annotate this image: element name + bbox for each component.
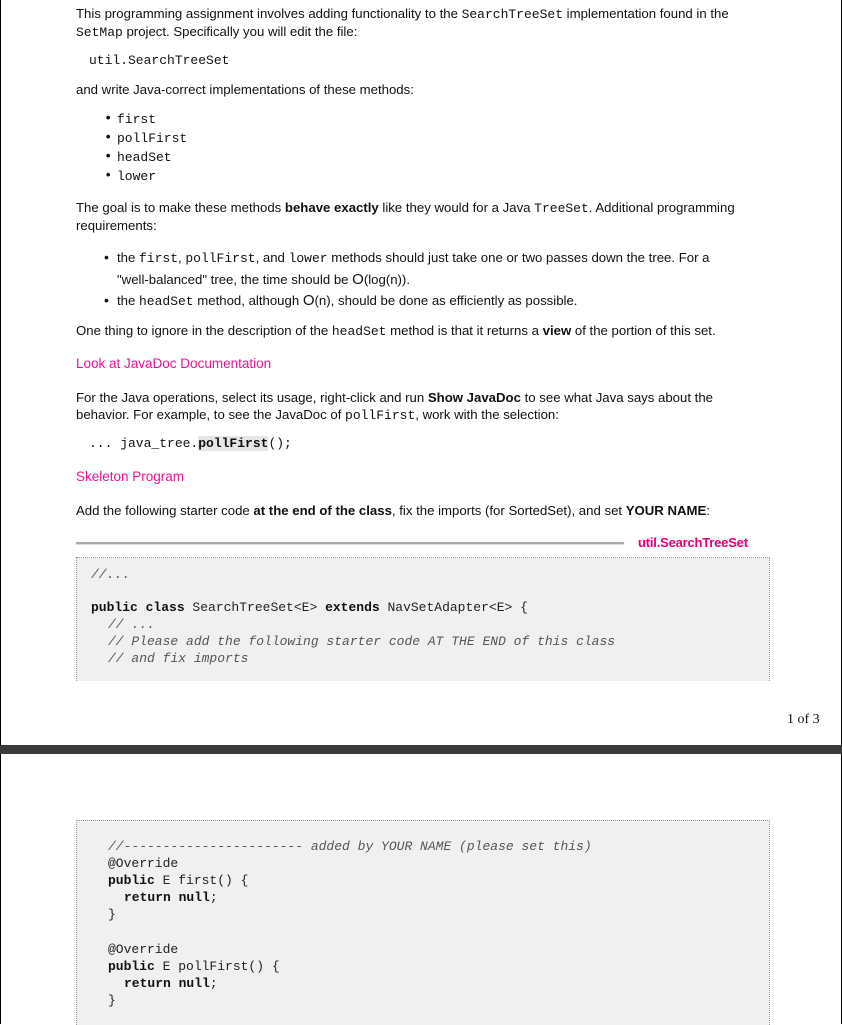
list-item: • the headSet method, although O(n), should be done as efficiently as possible. bbox=[104, 290, 764, 312]
code-line: @Override bbox=[108, 942, 179, 957]
code-treeset: TreeSet bbox=[534, 201, 589, 216]
code-line: // and fix imports bbox=[108, 651, 249, 666]
code-line: public E pollFirst() { bbox=[108, 959, 280, 974]
code-setmap: SetMap bbox=[76, 25, 123, 40]
file-name: util.SearchTreeSet bbox=[89, 53, 230, 68]
code-line: } bbox=[108, 993, 116, 1008]
methods-list bbox=[104, 110, 187, 186]
list-item: • first bbox=[104, 110, 187, 129]
goal-paragraph: The goal is to make these methods behave exactly like they would for a Java TreeSet. Additional programming requirements: bbox=[76, 200, 735, 233]
methods-intro: and write Java-correct implementations of these methods: bbox=[76, 82, 414, 97]
skeleton-paragraph: Add the following starter code at the end of the class, fix the imports (for SortedSet), and set YOUR NAME: bbox=[76, 503, 710, 518]
code-line: public class SearchTreeSet<E> extends NavSetAdapter<E> { bbox=[91, 600, 528, 615]
code-line: public E first() { bbox=[108, 873, 249, 888]
list-item: • pollFirst bbox=[104, 129, 187, 148]
requirements-list bbox=[104, 247, 764, 312]
javadoc-example: ... java_tree.pollFirst(); bbox=[89, 436, 292, 451]
code-line: return null; bbox=[124, 890, 218, 905]
javadoc-paragraph: For the Java operations, select its usage, right-click and run Show JavaDoc to see what Java says about the behavior. For example, to see the JavaDoc of pollFirst, work with the selection: bbox=[76, 390, 714, 423]
page-2 bbox=[0, 754, 842, 1024]
intro-text: project. Specifically you will edit the file: bbox=[122, 24, 358, 39]
code-line: // Please add the following starter code AT THE END of this class bbox=[108, 634, 616, 649]
code-line: @Override bbox=[108, 856, 179, 871]
page-number: 1 of 3 bbox=[787, 712, 820, 727]
code-line: } bbox=[108, 907, 116, 922]
highlighted-selection[interactable]: pollFirst bbox=[198, 436, 269, 451]
code-block-2 bbox=[76, 820, 770, 1025]
bold-text: behave exactly bbox=[284, 200, 379, 215]
page-separator bbox=[0, 745, 842, 754]
section-heading-javadoc: Look at JavaDoc Documentation bbox=[76, 356, 272, 371]
ignore-paragraph: One thing to ignore in the description of the headSet method is that it returns a view of the portion of this set. bbox=[76, 323, 716, 339]
code-line: return null; bbox=[124, 976, 218, 991]
code-block-1 bbox=[76, 557, 770, 681]
list-item: • lower bbox=[104, 167, 187, 186]
file-label: util.SearchTreeSet bbox=[638, 535, 748, 550]
horizontal-rule bbox=[76, 542, 624, 545]
code-searchtreeset: SearchTreeSet bbox=[461, 7, 563, 22]
code-line: //... bbox=[91, 567, 131, 582]
list-item: • the first, pollFirst, and lower methods should just take one or two passes down the tree. For a "well-balanced" tree, the time should be O(log(n)). bbox=[104, 247, 764, 290]
intro-text: implementation found in the bbox=[563, 6, 729, 21]
intro-paragraph bbox=[76, 5, 776, 41]
intro-text: This programming assignment involves adding functionality to the bbox=[76, 6, 462, 21]
code-line: // ... bbox=[108, 617, 155, 632]
section-heading-skeleton: Skeleton Program bbox=[76, 469, 185, 484]
list-item: • headSet bbox=[104, 148, 187, 167]
code-line: //----------------------- added by YOUR NAME (please set this) bbox=[108, 839, 592, 854]
